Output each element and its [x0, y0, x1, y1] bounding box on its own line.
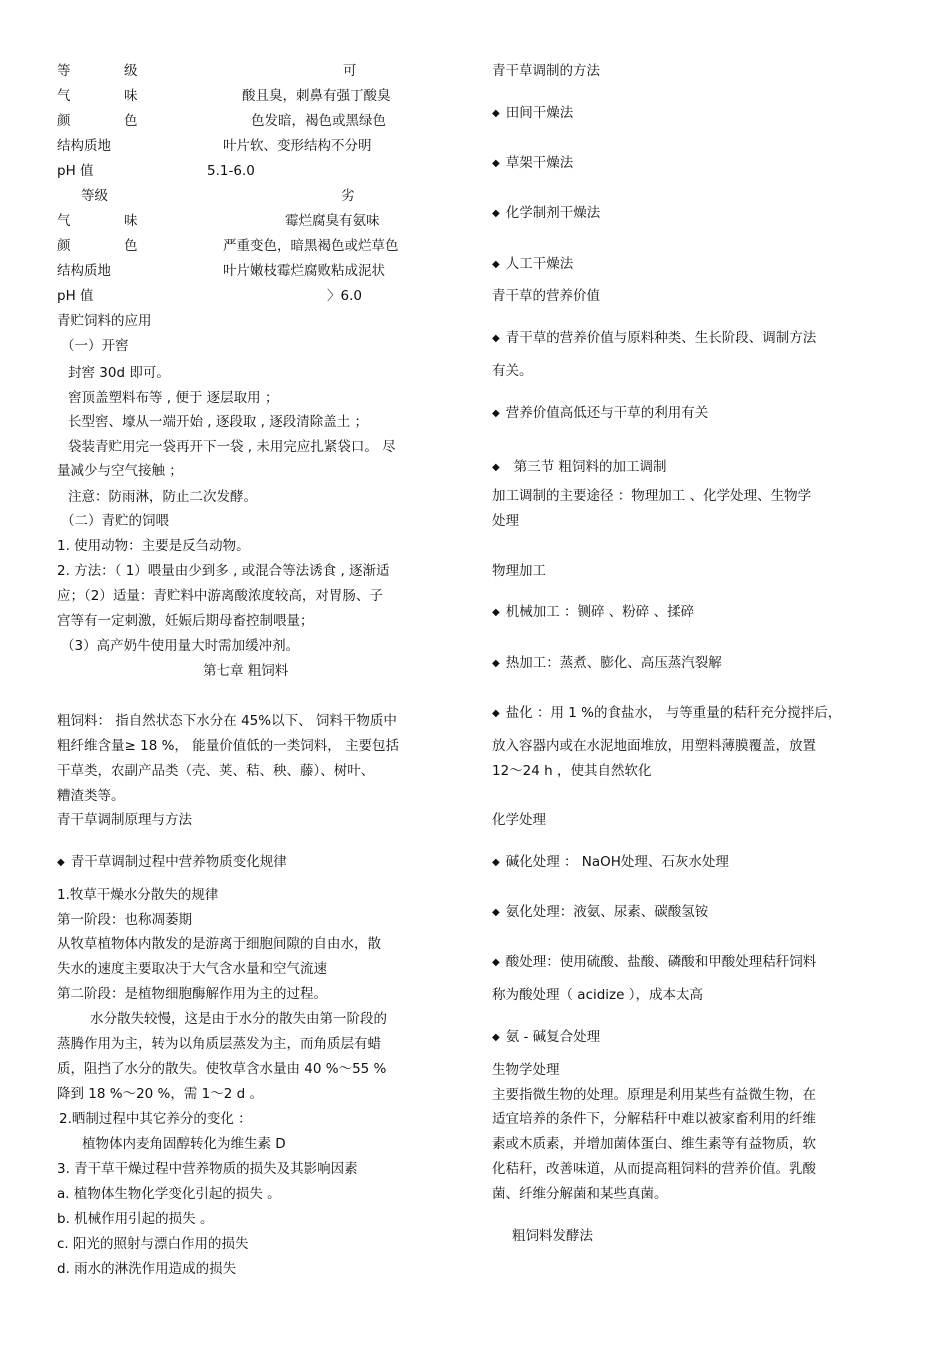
row-key: 结构质地: [57, 138, 111, 154]
diamond-bullet-icon: ◆: [492, 708, 500, 719]
diamond-bullet-icon: ◆: [492, 333, 500, 344]
bullet-text: 碱化处理 ： NaOH处理、石灰水处理: [505, 854, 729, 870]
section-heading: 青干草的营养价值: [492, 288, 600, 304]
row-key: pH 值: [57, 163, 94, 179]
text-line: 第一阶段：也称凋萎期: [57, 912, 192, 928]
row-value: 叶片软、变形结构不分明: [223, 138, 372, 154]
row-key: 结构质地: [57, 263, 111, 279]
row-value: 酸且臭，刺鼻有强丁酸臭: [242, 88, 391, 104]
text-line: 粗纤维含量≥ 18 %， 能量价值低的一类饲料， 主要包括: [57, 738, 399, 754]
text-line: 蒸腾作用为主，转为以角质层蒸发为主，而角质层有蜡: [57, 1036, 381, 1052]
text-line: a. 植物体生物化学变化引起的损失 。: [57, 1186, 281, 1202]
text-line: 放入容器内或在水泥地面堆放，用塑料薄膜覆盖，放置: [492, 738, 816, 754]
bullet-text: 盐化 ：用 1 %的食盐水， 与等重量的秸秆充分搅拌后，: [505, 705, 842, 721]
text-line: 宫等有一定刺激，妊娠后期母畜控制喂量；: [57, 613, 314, 629]
row-key: 等: [57, 63, 71, 79]
text-line: 量减少与空气接触 ；: [57, 463, 183, 479]
text-line: c. 阳光的照射与漂白作用的损失: [57, 1236, 249, 1252]
section-heading: 粗饲料发酵法: [512, 1228, 593, 1244]
row-key: pH 值: [57, 288, 94, 304]
diamond-bullet-icon: ◆: [57, 857, 65, 868]
text-line: 袋装青贮用完一袋再开下一袋 , 未用完应扎紧袋口。 尽: [68, 439, 396, 455]
bullet-text: 营养价值高低还与干草的利用有关: [505, 405, 709, 421]
row-value: 5.1-6.0: [207, 163, 255, 179]
diamond-bullet-icon: ◆: [492, 957, 500, 968]
bullet-item: [492, 204, 600, 224]
text-line: 糟渣类等。: [57, 788, 125, 804]
bullet-text: 草架干燥法: [505, 155, 574, 171]
text-line: 主要指微生物的处理。原理是利用某些有益微生物，在: [492, 1087, 816, 1103]
row-key: 颜: [57, 113, 71, 129]
row-value: 严重变色，暗黑褐色或烂草色: [223, 238, 399, 254]
text-line: 质，阻挡了水分的散失。使牧草含水量由 40 %～55 %: [57, 1061, 387, 1077]
bullet-text: 化学制剂干燥法: [505, 205, 601, 221]
text-line: 长型窖、壕从一端开始 , 逐段取 , 逐段清除盖土 ；: [68, 414, 369, 430]
bullet-text: 人工干燥法: [505, 256, 574, 272]
row-value: 色发暗，褐色或黑绿色: [251, 113, 386, 129]
text-line: （3）高产奶牛使用量大时需加缓冲剂。: [61, 638, 300, 654]
text-line: 从牧草植物体内散发的是游离于细胞间隙的自由水，散: [57, 936, 381, 952]
text-line: 1. 使用动物：主要是反刍动物。: [57, 538, 250, 554]
row-value: 霉烂腐臭有氨味: [285, 213, 380, 229]
text-line: 适宜培养的条件下，分解秸秆中难以被家畜利用的纤维: [492, 1111, 816, 1127]
diamond-bullet-icon: ◆: [492, 108, 500, 119]
text-line: 加工调制的主要途径 ：物理加工 、化学处理、生物学: [492, 488, 812, 504]
diamond-bullet-icon: ◆: [492, 857, 500, 868]
bullet-text: 机械加工 ：铡碎 、粉碎 、揉碎: [505, 604, 695, 620]
text-line: 水分散失较慢，这是由于水分的散失由第一阶段的: [90, 1011, 387, 1027]
row-key: 气: [57, 213, 71, 229]
text-line: 3. 青干草干燥过程中营养物质的损失及其影响因素: [57, 1161, 358, 1177]
bullet-item: [492, 404, 708, 424]
text-line: 粗饲料： 指自然状态下水分在 45%以下、 饲料干物质中: [57, 713, 397, 729]
text-line: 封窖 30d 即可。: [68, 365, 170, 381]
bullet-item: [492, 853, 729, 873]
row-key: 气: [57, 88, 71, 104]
chapter-title: 第七章 粗饲料: [203, 663, 289, 679]
section-heading: 物理加工: [492, 563, 546, 579]
text-line: 2.晒制过程中其它养分的变化 ：: [59, 1111, 252, 1127]
text-line: 化秸秆，改善味道，从而提高粗饲料的营养价值。乳酸: [492, 1161, 816, 1177]
section-heading: 化学处理: [492, 812, 546, 828]
text-line: d. 雨水的淋洗作用造成的损失: [57, 1261, 237, 1277]
bullet-item: [57, 853, 287, 873]
text-line: 干草类，农副产品类（壳、荚、秸、秧、藤）、树叶、: [57, 763, 375, 779]
bullet-item: [492, 953, 816, 973]
text-line: 称为酸处理（ acidize ），成本太高: [492, 987, 703, 1003]
row-key: 味: [124, 213, 138, 229]
diamond-bullet-icon: ◆: [492, 208, 500, 219]
bullet-item: [492, 458, 667, 478]
bullet-item: [492, 654, 722, 674]
row-key: 色: [124, 238, 138, 254]
text-line: 失水的速度主要取决于大气含水量和空气流速: [57, 961, 327, 977]
text-line: 窖顶盖塑料布等 , 便于 逐层取用 ；: [68, 390, 279, 406]
row-key: 色: [124, 113, 138, 129]
row-key: 味: [124, 88, 138, 104]
section-heading: 青贮饲料的应用: [57, 313, 152, 329]
text-line: 有关。: [492, 363, 533, 379]
text-line: 注意：防雨淋，防止二次发酵。: [68, 489, 257, 505]
section-heading: 青干草调制原理与方法: [57, 812, 192, 828]
text-line: 降到 18 %～20 %，需 1～2 d 。: [57, 1086, 264, 1102]
bullet-item: [492, 603, 694, 623]
section-heading: 青干草调制的方法: [492, 63, 600, 79]
row-key: 级: [124, 63, 138, 79]
bullet-item: [492, 255, 573, 275]
bullet-item: [492, 903, 708, 923]
bullet-item: [492, 104, 573, 124]
text-line: 第二阶段：是植物细胞酶解作用为主的过程。: [57, 986, 327, 1002]
text-line: 1.牧草干燥水分散失的规律: [57, 887, 219, 903]
bullet-text: 热加工：蒸煮、膨化、高压蒸汽裂解: [505, 655, 722, 671]
bullet-text: 青干草的营养价值与原料种类、生长阶段、调制方法: [505, 330, 817, 346]
row-key: 等级: [81, 188, 108, 204]
row-value: 可: [343, 63, 357, 79]
diamond-bullet-icon: ◆: [492, 658, 500, 669]
subsection-heading: （二）青贮的饲喂: [61, 513, 169, 529]
row-key: 颜: [57, 238, 71, 254]
text-line: 12～24 h ，使其自然软化: [492, 763, 652, 779]
text-line: 素或木质素，并增加菌体蛋白、维生素等有益物质，软: [492, 1136, 816, 1152]
diamond-bullet-icon: ◆: [492, 408, 500, 419]
text-line: b. 机械作用引起的损失 。: [57, 1211, 214, 1227]
text-line: 应；（2）适量：青贮料中游离酸浓度较高，对胃肠、子: [57, 588, 383, 604]
diamond-bullet-icon: ◆: [492, 907, 500, 918]
diamond-bullet-icon: ◆: [492, 462, 500, 473]
row-value: 叶片嫩枝霉烂腐败粘成泥状: [223, 263, 385, 279]
text-line: 菌、纤维分解菌和某些真菌。: [492, 1186, 668, 1202]
text-line: 处理: [492, 513, 519, 529]
bullet-text: 田间干燥法: [505, 105, 574, 121]
diamond-bullet-icon: ◆: [492, 259, 500, 270]
subsection-heading: （一）开窖: [61, 338, 129, 354]
bullet-text: 青干草调制过程中营养物质变化规律: [70, 854, 287, 870]
row-value: 〉6.0: [327, 288, 362, 304]
bullet-item: [492, 329, 816, 349]
section-title: 第三节 粗饲料的加工调制: [513, 459, 667, 475]
bullet-text: 氨 - 碱复合处理: [505, 1029, 601, 1045]
bullet-item: [492, 1028, 600, 1048]
bullet-text: 酸处理：使用硫酸、盐酸、磷酸和甲酸处理秸秆饲料: [505, 954, 817, 970]
bullet-item: [492, 704, 841, 724]
bullet-text: 氨化处理：液氨、尿素、碳酸氢铵: [505, 904, 709, 920]
section-heading: 生物学处理: [492, 1062, 560, 1078]
diamond-bullet-icon: ◆: [492, 1032, 500, 1043]
row-value: 劣: [341, 188, 355, 204]
diamond-bullet-icon: ◆: [492, 158, 500, 169]
text-line: 2. 方法：（ 1）喂量由少到多 , 或混合等法诱食 , 逐渐适: [57, 563, 390, 579]
text-line: 植物体内麦角固醇转化为维生素 D: [82, 1136, 286, 1152]
bullet-item: [492, 154, 573, 174]
diamond-bullet-icon: ◆: [492, 607, 500, 618]
